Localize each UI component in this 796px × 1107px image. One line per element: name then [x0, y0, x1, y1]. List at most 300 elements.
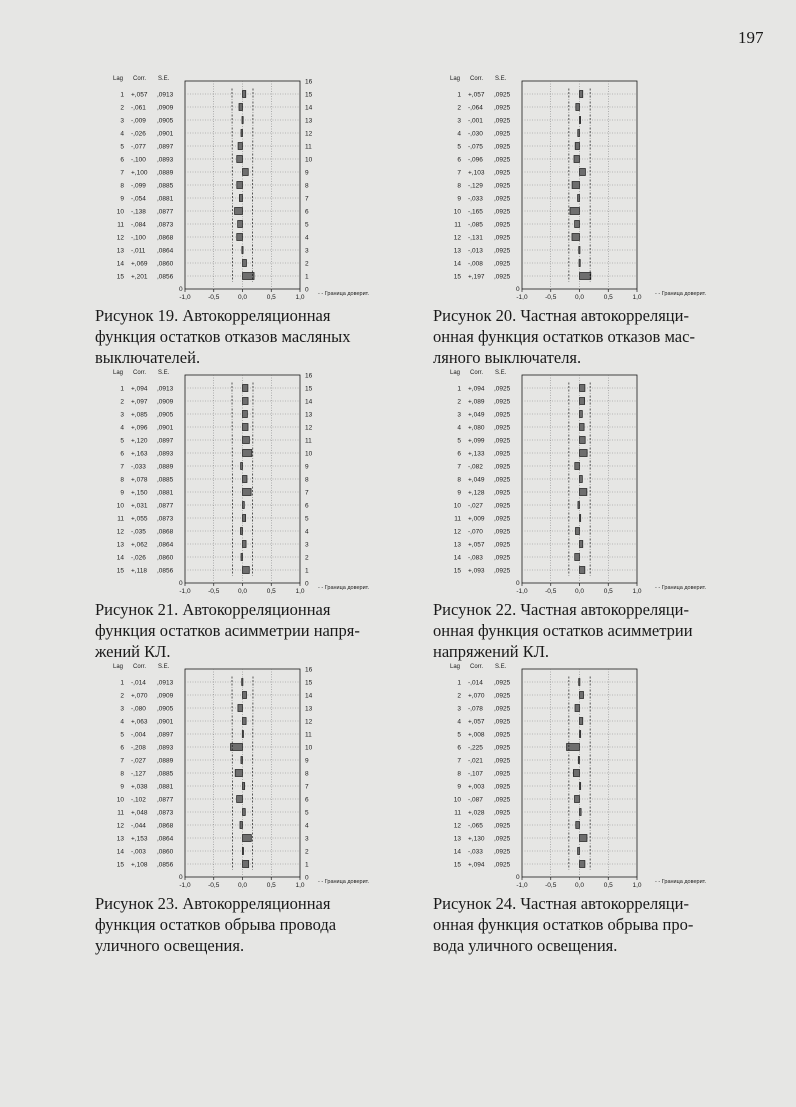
- se-label: ,0925: [494, 822, 511, 830]
- lag-label: 14: [453, 554, 461, 562]
- right-tick-label: 2: [305, 260, 309, 268]
- lag-label: 5: [457, 731, 461, 739]
- lag-label: 14: [116, 848, 124, 856]
- corr-label: +,057: [468, 718, 485, 726]
- caption-line: функция остатков обрыва провода: [95, 915, 337, 934]
- corr-label: -,100: [131, 156, 146, 164]
- right-tick-label: 1: [305, 273, 309, 281]
- right-tick-label: 4: [305, 234, 309, 242]
- lag-label: 11: [117, 515, 124, 523]
- corr-label: +,063: [131, 718, 148, 726]
- corr-bar: [237, 234, 243, 241]
- lag-label: 4: [120, 718, 124, 726]
- se-label: ,0925: [494, 169, 511, 177]
- lag-label: 7: [120, 463, 124, 471]
- se-label: ,0925: [494, 260, 511, 268]
- caption-line: Рисунок 22. Частная автокорреляци-: [433, 600, 689, 619]
- se-label: ,0864: [157, 541, 174, 549]
- lag-label: 4: [457, 718, 461, 726]
- right-tick-label: 7: [305, 783, 309, 791]
- right-tick-label: 3: [305, 247, 309, 255]
- right-tick-label: 14: [305, 398, 313, 406]
- se-label: ,0925: [494, 247, 511, 255]
- caption-line: выключателей.: [95, 348, 201, 367]
- corr-bar: [578, 130, 580, 137]
- corr-bar: [572, 182, 579, 189]
- right-tick-label: 9: [305, 169, 309, 177]
- corr-bar: [237, 796, 243, 803]
- x-tick-label: 1,0: [295, 588, 305, 594]
- lag-header: Lag: [113, 370, 124, 376]
- corr-bar: [242, 731, 243, 738]
- x-tick-label: -0,5: [208, 294, 220, 300]
- lag-label: 9: [457, 783, 461, 791]
- right-tick-label: 15: [305, 385, 313, 393]
- corr-label: +,094: [131, 385, 148, 393]
- right-tick-label: 11: [305, 143, 312, 151]
- corr-label: -,033: [131, 463, 146, 471]
- x-tick-label: 0,5: [603, 294, 613, 300]
- se-label: ,0893: [157, 156, 174, 164]
- corr-label: -,014: [131, 679, 146, 687]
- corr-label: +,201: [131, 273, 148, 281]
- lag-label: 10: [116, 796, 124, 804]
- se-label: ,0925: [494, 156, 511, 164]
- corr-bar: [243, 567, 250, 574]
- corr-bar: [243, 411, 248, 418]
- corr-label: +,153: [131, 835, 148, 843]
- caption-line: Рисунок 21. Автокорреляционная: [95, 600, 331, 619]
- corr-label: +,096: [131, 424, 148, 432]
- lag-label: 9: [120, 489, 124, 497]
- corr-label: -,165: [468, 208, 483, 216]
- lag-label: 2: [120, 104, 124, 112]
- corr-label: +,163: [131, 450, 148, 458]
- se-label: ,0868: [157, 528, 174, 536]
- right-tick-label: 0: [305, 874, 309, 882]
- pacf-chart-svg: [447, 72, 737, 300]
- lag-label: 12: [453, 822, 461, 830]
- se-header: S.E.: [158, 370, 170, 376]
- lag-label: 12: [453, 234, 461, 242]
- legend-label: - - Граница доверит.: [655, 585, 707, 591]
- se-label: ,0925: [494, 476, 511, 484]
- right-tick-label: 3: [305, 835, 309, 843]
- corr-label: -,065: [468, 822, 483, 830]
- lag-label: 5: [457, 437, 461, 445]
- corr-bar: [243, 692, 247, 699]
- corr-bar: [241, 130, 242, 137]
- corr-label: -,033: [468, 195, 483, 203]
- corr-bar: [580, 450, 588, 457]
- se-label: ,0893: [157, 744, 174, 752]
- right-tick-label: 16: [305, 666, 313, 674]
- corr-bar: [243, 437, 250, 444]
- se-label: ,0885: [157, 182, 174, 190]
- right-tick-label: 2: [305, 554, 309, 562]
- corr-label: -,100: [131, 234, 146, 242]
- right-tick-label: 11: [305, 437, 312, 445]
- right-tick-label: 15: [305, 91, 313, 99]
- se-label: ,0860: [157, 260, 174, 268]
- caption-fig21: [95, 599, 395, 662]
- lag-label: 6: [120, 450, 124, 458]
- caption-line: вода уличного освещения.: [433, 936, 618, 955]
- lag-label: 3: [457, 411, 461, 419]
- se-label: ,0897: [157, 437, 174, 445]
- lag-label: 10: [453, 796, 461, 804]
- lag-label: 13: [453, 835, 461, 843]
- x-tick-label: -1,0: [179, 882, 191, 888]
- corr-header: Corr.: [470, 664, 484, 670]
- corr-bar: [578, 848, 580, 855]
- lag-label: 14: [116, 260, 124, 268]
- se-label: ,0925: [494, 692, 511, 700]
- se-header: S.E.: [158, 76, 170, 82]
- right-tick-label: 13: [305, 705, 313, 713]
- se-header: S.E.: [495, 76, 507, 82]
- lag-label: 12: [453, 528, 461, 536]
- se-label: ,0925: [494, 731, 511, 739]
- chart-fig22: [447, 366, 737, 594]
- corr-header: Corr.: [470, 76, 484, 82]
- lag-label: 3: [120, 705, 124, 713]
- corr-bar: [243, 398, 249, 405]
- lag-label: 8: [457, 476, 461, 484]
- se-label: ,0901: [157, 424, 174, 432]
- corr-bar: [237, 182, 243, 189]
- se-label: ,0925: [494, 221, 511, 229]
- corr-label: -,044: [131, 822, 146, 830]
- x-tick-label: 0,0: [237, 294, 248, 300]
- corr-label: -,021: [468, 757, 483, 765]
- x-tick-label: -1,0: [516, 294, 528, 300]
- lag-label: 1: [120, 385, 124, 393]
- corr-bar: [243, 541, 247, 548]
- chart-fig19: [110, 72, 400, 300]
- corr-label: +,103: [468, 169, 485, 177]
- x-tick-label: -1,0: [179, 588, 191, 594]
- lag-label: 14: [116, 554, 124, 562]
- x-tick-label: -1,0: [179, 294, 191, 300]
- corr-bar: [243, 515, 246, 522]
- lag-label: 2: [457, 104, 461, 112]
- se-label: ,0925: [494, 424, 511, 432]
- right-tick-label: 9: [305, 757, 309, 765]
- corr-bar: [578, 502, 580, 509]
- se-label: ,0925: [494, 861, 511, 869]
- corr-label: +,097: [131, 398, 148, 406]
- corr-label: +,128: [468, 489, 485, 497]
- legend-label: - - Граница доверит.: [318, 585, 370, 591]
- right-tick-label: 16: [305, 372, 313, 380]
- lag-label: 12: [116, 822, 124, 830]
- lag-label: 1: [457, 91, 461, 99]
- se-label: ,0881: [157, 489, 174, 497]
- se-label: ,0905: [157, 117, 174, 125]
- corr-label: +,049: [468, 411, 485, 419]
- corr-bar: [580, 731, 581, 738]
- corr-label: -,138: [131, 208, 146, 216]
- se-header: S.E.: [495, 370, 507, 376]
- corr-bar: [240, 822, 243, 829]
- corr-bar: [243, 502, 245, 509]
- caption-line: онная функция остатков асимметрии: [433, 621, 693, 640]
- corr-label: +,028: [468, 809, 485, 817]
- corr-bar: [578, 195, 580, 202]
- lag-label: 3: [120, 411, 124, 419]
- lag-label: 5: [120, 731, 124, 739]
- corr-label: +,078: [131, 476, 148, 484]
- corr-bar: [579, 679, 580, 686]
- pacf-chart-svg: [447, 366, 737, 594]
- corr-label: -,078: [468, 705, 483, 713]
- lag-label: 13: [116, 835, 124, 843]
- right-tick-label: 5: [305, 809, 309, 817]
- corr-label: +,049: [468, 476, 485, 484]
- se-label: ,0873: [157, 809, 174, 817]
- corr-label: -,075: [468, 143, 483, 151]
- x-tick-label: 0,5: [603, 882, 613, 888]
- se-label: ,0877: [157, 208, 174, 216]
- corr-label: +,009: [468, 515, 485, 523]
- se-label: ,0889: [157, 757, 174, 765]
- corr-bar: [243, 861, 249, 868]
- se-label: ,0925: [494, 398, 511, 406]
- corr-label: +,008: [468, 731, 485, 739]
- se-header: S.E.: [158, 664, 170, 670]
- corr-bar: [580, 809, 582, 816]
- se-label: ,0925: [494, 104, 511, 112]
- corr-bar: [243, 476, 247, 483]
- lag-label: 9: [120, 783, 124, 791]
- right-tick-label: 6: [305, 208, 309, 216]
- lag-label: 15: [116, 861, 124, 869]
- corr-header: Corr.: [470, 370, 484, 376]
- se-label: ,0877: [157, 796, 174, 804]
- corr-label: +,094: [468, 385, 485, 393]
- x-tick-label: -1,0: [516, 588, 528, 594]
- corr-label: +,093: [468, 567, 485, 575]
- right-tick-label: 10: [305, 156, 313, 164]
- se-label: ,0897: [157, 143, 174, 151]
- se-label: ,0885: [157, 476, 174, 484]
- lag-label: 11: [117, 221, 124, 229]
- lag-label: 7: [457, 463, 461, 471]
- se-label: ,0925: [494, 705, 511, 713]
- se-label: ,0925: [494, 130, 511, 138]
- corr-label: -,033: [468, 848, 483, 856]
- origin-label: 0: [179, 874, 183, 881]
- lag-label: 13: [116, 247, 124, 255]
- corr-bar: [580, 398, 585, 405]
- right-tick-label: 3: [305, 541, 309, 549]
- se-label: ,0864: [157, 247, 174, 255]
- corr-label: +,118: [131, 567, 147, 575]
- corr-label: -,064: [468, 104, 483, 112]
- caption-line: Рисунок 24. Частная автокорреляци-: [433, 894, 689, 913]
- corr-label: +,031: [131, 502, 148, 510]
- right-tick-label: 12: [305, 424, 313, 432]
- lag-label: 6: [457, 450, 461, 458]
- right-tick-label: 13: [305, 117, 313, 125]
- se-label: ,0925: [494, 195, 511, 203]
- corr-bar: [239, 104, 243, 111]
- legend-label: - - Граница доверит.: [318, 879, 370, 885]
- origin-label: 0: [179, 580, 183, 587]
- corr-label: -,102: [131, 796, 146, 804]
- caption-line: онная функция остатков обрыва про-: [433, 915, 694, 934]
- x-tick-label: -0,5: [545, 882, 557, 888]
- corr-bar: [237, 156, 243, 163]
- se-label: ,0868: [157, 822, 174, 830]
- right-tick-label: 9: [305, 463, 309, 471]
- se-label: ,0925: [494, 463, 511, 471]
- se-label: ,0925: [494, 757, 511, 765]
- caption-line: жений КЛ.: [95, 642, 171, 661]
- corr-label: +,062: [131, 541, 148, 549]
- se-header: S.E.: [495, 664, 507, 670]
- origin-label: 0: [516, 874, 520, 881]
- corr-bar: [238, 221, 243, 228]
- corr-label: -,009: [131, 117, 146, 125]
- lag-label: 9: [457, 195, 461, 203]
- page-number: 197: [738, 28, 764, 47]
- corr-label: +,080: [468, 424, 485, 432]
- right-tick-label: 8: [305, 476, 309, 484]
- se-label: ,0889: [157, 169, 174, 177]
- right-tick-label: 4: [305, 822, 309, 830]
- corr-bar: [579, 247, 580, 254]
- right-tick-label: 10: [305, 744, 313, 752]
- corr-label: -,225: [468, 744, 483, 752]
- corr-bar: [578, 757, 579, 764]
- lag-label: 6: [457, 156, 461, 164]
- lag-label: 8: [120, 770, 124, 778]
- se-label: ,0885: [157, 770, 174, 778]
- legend-label: - - Граница доверит.: [655, 879, 707, 885]
- corr-label: +,100: [131, 169, 148, 177]
- se-label: ,0925: [494, 385, 511, 393]
- lag-label: 12: [116, 234, 124, 242]
- corr-bar: [573, 770, 579, 777]
- corr-bar: [575, 143, 579, 150]
- lag-label: 1: [457, 679, 461, 687]
- corr-bar: [242, 247, 243, 254]
- lag-label: 8: [457, 770, 461, 778]
- se-label: ,0873: [157, 515, 174, 523]
- se-label: ,0856: [157, 567, 174, 575]
- lag-label: 2: [120, 692, 124, 700]
- corr-label: +,057: [468, 541, 485, 549]
- legend-label: - - Граница доверит.: [318, 291, 370, 297]
- x-tick-label: 0,5: [603, 588, 613, 594]
- corr-bar: [580, 476, 583, 483]
- corr-label: -,077: [131, 143, 146, 151]
- corr-bar: [241, 463, 243, 470]
- se-label: ,0925: [494, 848, 511, 856]
- se-label: ,0860: [157, 554, 174, 562]
- corr-bar: [576, 822, 580, 829]
- caption-line: Рисунок 19. Автокорреляционная: [95, 306, 331, 325]
- lag-label: 7: [120, 169, 124, 177]
- corr-label: -,014: [468, 679, 483, 687]
- corr-bar: [238, 705, 243, 712]
- corr-label: -,011: [131, 247, 146, 255]
- right-tick-label: 6: [305, 502, 309, 510]
- lag-label: 11: [117, 809, 124, 817]
- lag-header: Lag: [450, 664, 461, 670]
- right-tick-label: 4: [305, 528, 309, 536]
- se-label: ,0925: [494, 796, 511, 804]
- lag-label: 3: [120, 117, 124, 125]
- corr-bar: [567, 744, 580, 751]
- lag-label: 4: [120, 130, 124, 138]
- corr-bar: [579, 117, 580, 124]
- corr-bar: [243, 385, 248, 392]
- corr-label: +,197: [468, 273, 485, 281]
- corr-bar: [235, 770, 242, 777]
- corr-bar: [574, 156, 580, 163]
- corr-bar: [243, 91, 246, 98]
- corr-bar: [242, 679, 243, 686]
- lag-label: 15: [116, 273, 124, 281]
- lag-label: 1: [120, 91, 124, 99]
- corr-bar: [243, 783, 245, 790]
- right-tick-label: 2: [305, 848, 309, 856]
- corr-bar: [243, 489, 252, 496]
- corr-label: -,035: [131, 528, 146, 536]
- lag-label: 3: [457, 117, 461, 125]
- lag-label: 13: [116, 541, 124, 549]
- corr-bar: [575, 463, 580, 470]
- lag-label: 1: [457, 385, 461, 393]
- corr-label: -,085: [468, 221, 483, 229]
- se-label: ,0864: [157, 835, 174, 843]
- corr-bar: [243, 835, 252, 842]
- right-tick-label: 0: [305, 286, 309, 294]
- se-label: ,0925: [494, 835, 511, 843]
- se-label: ,0925: [494, 411, 511, 419]
- se-label: ,0925: [494, 515, 511, 523]
- lag-label: 4: [457, 424, 461, 432]
- right-tick-label: 6: [305, 796, 309, 804]
- corr-label: -,099: [131, 182, 146, 190]
- lag-label: 7: [457, 169, 461, 177]
- se-label: ,0925: [494, 783, 511, 791]
- corr-label: -,087: [468, 796, 483, 804]
- corr-bar: [575, 554, 580, 561]
- lag-label: 14: [453, 848, 461, 856]
- corr-bar: [238, 143, 242, 150]
- se-label: ,0925: [494, 567, 511, 575]
- se-label: ,0925: [494, 91, 511, 99]
- se-label: ,0909: [157, 104, 174, 112]
- lag-label: 1: [120, 679, 124, 687]
- corr-label: -,054: [131, 195, 146, 203]
- lag-header: Lag: [450, 370, 461, 376]
- corr-bar: [580, 515, 581, 522]
- corr-label: +,070: [468, 692, 485, 700]
- se-label: ,0925: [494, 450, 511, 458]
- lag-label: 10: [453, 502, 461, 510]
- x-tick-label: 1,0: [632, 588, 642, 594]
- corr-bar: [580, 273, 591, 280]
- acf-chart-svg: [110, 72, 400, 300]
- lag-label: 11: [454, 809, 461, 817]
- right-tick-label: 14: [305, 692, 313, 700]
- acf-chart-svg: [110, 660, 400, 888]
